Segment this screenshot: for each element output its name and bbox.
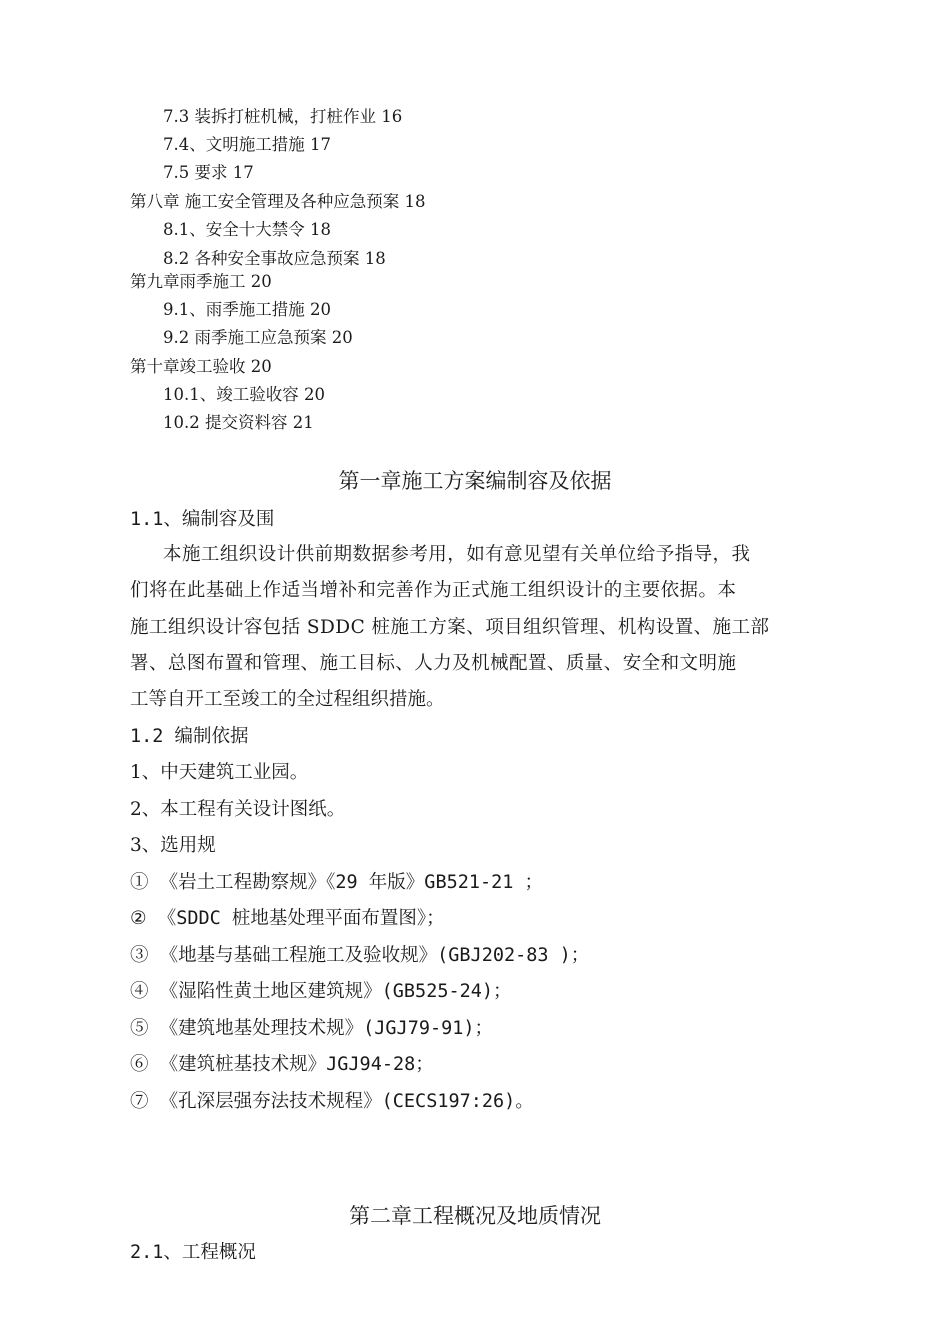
toc-entry: 8.1、安全十大禁令 18 [163,220,331,239]
toc-entry: 9.2 雨季施工应急预案 20 [163,328,353,347]
paragraph-line: 署、总图布置和管理、施工目标、人力及机械配置、质量、安全和文明施 [130,653,737,674]
standard-item: ⑥ 《建筑桩基技术规》JGJ94-28； [130,1054,434,1075]
toc-chapter-entry: 第八章 施工安全管理及各种应急预案 18 [130,192,426,211]
paragraph-line: 施工组织设计容包括 SDDC 桩施工方案、项目组织管理、机构设置、施工部 [130,617,770,638]
toc-entry: 10.2 提交资料容 21 [163,413,314,432]
section-1-1-title: 1.1、编制容及围 [130,509,275,530]
toc-entry: 7.5 要求 17 [163,163,254,182]
paragraph-line: 本施工组织设计供前期数据参考用，如有意见望有关单位给予指导，我 [163,544,751,565]
toc-chapter-entry: 第十章竣工验收 20 [130,357,272,376]
standard-item: ④ 《湿陷性黄土地区建筑规》(GB525-24)； [130,981,512,1002]
standard-item: ③ 《地基与基础工程施工及验收规》(GBJ202-83 )； [130,945,590,966]
standard-item: ⑦ 《孔深层强夯法技术规程》(CECS197:26)。 [130,1091,534,1112]
toc-chapter-entry: 第九章雨季施工 20 [130,272,272,291]
standard-item: ⑤ 《建筑地基处理技术规》(JGJ79-91)； [130,1018,494,1039]
chapter-1-title: 第一章施工方案编制容及依据 [338,469,612,493]
chapter-2-title: 第二章工程概况及地质情况 [349,1204,601,1228]
basis-item: 3、选用规 [130,835,216,856]
paragraph-line: 工等自开工至竣工的全过程组织措施。 [130,689,445,710]
basis-item: 2、本工程有关设计图纸。 [130,799,346,820]
toc-entry: 9.1、雨季施工措施 20 [163,300,331,319]
toc-entry: 7.4、文明施工措施 17 [163,135,331,154]
paragraph-line: 们将在此基础上作适当增补和完善作为正式施工组织设计的主要依据。本 [130,580,737,601]
toc-entry: 8.2 各种安全事故应急预案 18 [163,249,386,268]
standard-item: ① 《岩土工程勘察规》《29 年版》GB521-21 ； [130,872,544,893]
section-2-1-title: 2.1、工程概况 [130,1242,256,1263]
toc-entry: 10.1、竣工验收容 20 [163,385,325,404]
section-1-2-title: 1.2 编制依据 [130,726,249,747]
standard-item: ② 《SDDC 桩地基处理平面布置图》； [130,908,445,929]
toc-entry: 7.3 装拆打桩机械，打桩作业 16 [163,107,403,126]
basis-item: 1、中天建筑工业园。 [130,762,309,783]
